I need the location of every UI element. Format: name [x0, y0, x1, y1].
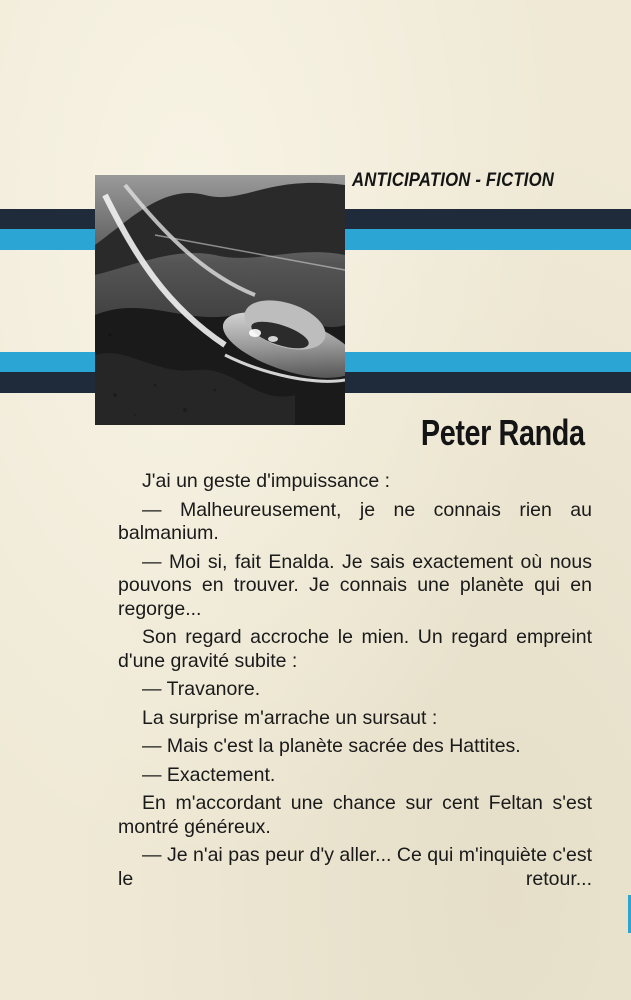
spaceship-illustration: [95, 175, 345, 425]
blurb-paragraph: En m'accordant une chance sur cent Feltan s'est montré généreux.: [118, 792, 592, 838]
author-name: Peter Randa: [421, 412, 585, 453]
blurb-paragraph: Son regard accroche le mien. Un regard empreint d'une gravité subite :: [118, 626, 592, 672]
blurb-paragraph: — Moi si, fait Enalda. Je sais exactement où nous pouvons en trouver. Je connais une planète qui en regorge...: [118, 550, 592, 620]
series-title: ANTICIPATION - FICTION: [352, 170, 555, 191]
blurb-paragraph: — Exactement.: [142, 763, 276, 786]
blurb-text: [118, 470, 592, 896]
blurb-paragraph: — Travanore.: [142, 678, 261, 700]
blurb-paragraph: — Je n'ai pas peur d'y aller... Ce qui m'inquiète c'est le retour...: [118, 844, 592, 890]
blurb-paragraph: La surprise m'arrache un sursaut :: [142, 706, 438, 729]
cover-illustration: [95, 175, 345, 425]
blurb-paragraph: — Mais c'est la planète sacrée des Hattites.: [142, 735, 521, 757]
blurb-paragraph: — Malheureusement, je ne connais rien au balmanium.: [118, 498, 592, 544]
blurb-paragraph: J'ai un geste d'impuissance :: [142, 470, 391, 492]
